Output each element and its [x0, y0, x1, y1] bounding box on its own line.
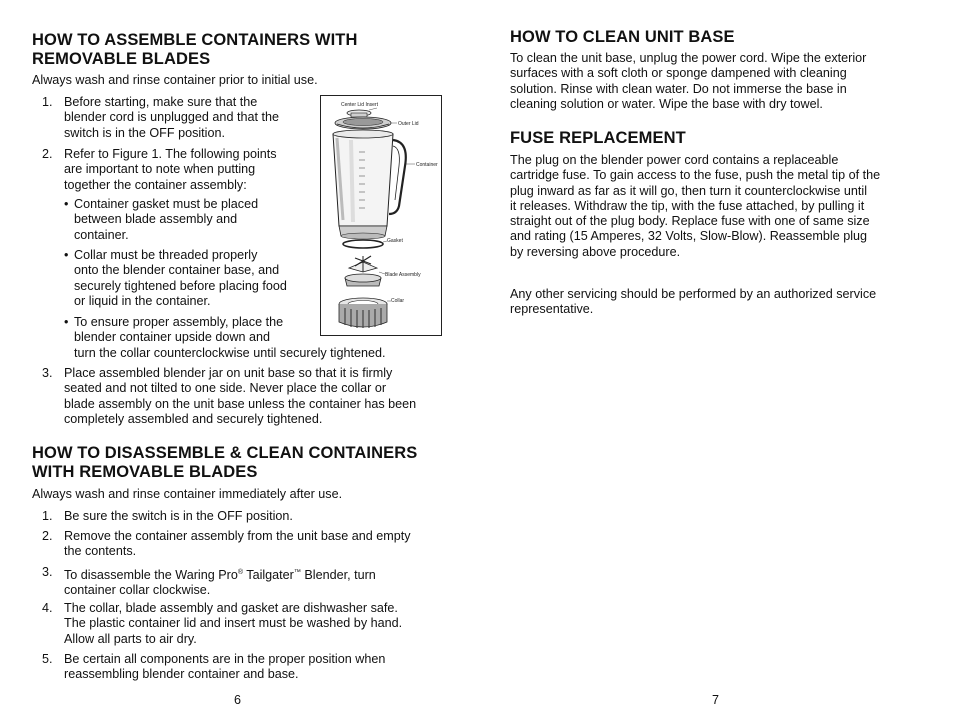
step-number: 2.: [42, 147, 53, 161]
line: reassembling blender container and base.: [64, 667, 299, 682]
label-gasket: Gasket: [387, 238, 403, 244]
line: and rating (15 Amperes, 32 Volts, Slow-Blow). Reassemble plug: [510, 229, 868, 244]
service-text: [510, 287, 930, 318]
line: Allow all parts to air dry.: [64, 631, 197, 646]
line: To ensure proper assembly, place the: [74, 315, 284, 329]
line: blade assembly on the unit base unless the container has been: [64, 396, 417, 411]
line: onto the blender container base, and: [74, 263, 280, 278]
bullet-dot: •: [64, 197, 69, 211]
line: Before starting, make sure that the: [64, 95, 258, 109]
step-text: [64, 529, 454, 560]
disassemble-heading-line2: WITH REMOVABLE BLADES: [32, 463, 258, 481]
line: blender container upside down and: [74, 330, 271, 345]
line: Place assembled blender jar on unit base so that it is firmly: [64, 366, 393, 380]
line: surfaces with a soft cloth or sponge dampened with cleaning: [510, 66, 847, 81]
label-blade-assembly: Blade Assembly: [385, 272, 421, 278]
outer-lid-drawing: [335, 117, 391, 129]
step-number: 1.: [42, 509, 53, 523]
fuse-text: [510, 153, 935, 260]
line: Remove the container assembly from the unit base and empty: [64, 529, 411, 543]
text-fragment: Tailgater: [243, 568, 294, 583]
line: switch is in the OFF position.: [64, 125, 225, 140]
trademark-mark: ™: [293, 569, 301, 576]
step-number: 1.: [42, 95, 53, 109]
step-text: [64, 509, 454, 524]
assemble-heading: [32, 31, 357, 69]
line: it releases. Withdraw the tip, with the fuse attached, by pulling it: [510, 198, 865, 213]
gasket-drawing: [343, 240, 383, 248]
page-number-right: 7: [712, 693, 720, 707]
line: between blade assembly and: [74, 212, 238, 227]
line: To clean the unit base, unplug the power cord. Wipe the exterior: [510, 51, 867, 65]
line: straight out of the plug body. Replace fuse with one of same size: [510, 214, 870, 229]
blade-assembly-drawing: [345, 256, 381, 286]
step-text: [64, 95, 314, 141]
line: Be certain all components are in the proper position when: [64, 652, 386, 666]
line: plug inward as far as it will go, then turn it counterclockwise until: [510, 183, 867, 198]
line: Refer to Figure 1. The following points: [64, 147, 277, 161]
step-number: 4.: [42, 601, 53, 615]
disassemble-heading-line1: HOW TO DISASSEMBLE & CLEAN CONTAINERS: [32, 444, 418, 462]
step-text: [64, 601, 454, 647]
clean-base-heading: HOW TO CLEAN UNIT BASE: [510, 28, 735, 46]
line: blender cord is unplugged and that the: [64, 110, 279, 125]
registered-mark: ®: [237, 569, 243, 576]
label-outer-lid: Outer Lid: [398, 121, 419, 127]
step-number: 2.: [42, 529, 53, 543]
container-drawing: [333, 130, 406, 239]
step-text: [64, 147, 314, 193]
clean-base-text: [510, 51, 930, 112]
line: The plug on the blender power cord contains a replaceable: [510, 153, 839, 167]
step-number: 3.: [42, 565, 53, 579]
line: Any other servicing should be performed by an authorized service: [510, 287, 877, 301]
assembly-figure: [320, 95, 442, 336]
bullet-dot: •: [64, 315, 69, 329]
label-center-lid-insert: Center Lid Insert: [341, 102, 378, 108]
disassemble-heading: [32, 444, 417, 482]
text-fragment: To disassemble the Waring Pro: [64, 568, 238, 583]
step-text: [64, 652, 454, 683]
page-number-left: 6: [234, 693, 242, 707]
assemble-heading-line2: REMOVABLE BLADES: [32, 50, 211, 68]
step-number: 5.: [42, 652, 53, 666]
assemble-intro: Always wash and rinse container prior to initial use.: [32, 73, 318, 87]
line: Be sure the switch is in the OFF position.: [64, 509, 293, 523]
right-page: [477, 0, 954, 726]
assemble-heading-line1: HOW TO ASSEMBLE CONTAINERS WITH: [32, 31, 358, 49]
line: together the container assembly:: [64, 177, 247, 192]
line: by reversing above procedure.: [510, 244, 681, 259]
line: Collar must be threaded properly: [74, 248, 258, 262]
step-number: 3.: [42, 366, 53, 380]
line: are important to note when putting: [64, 162, 256, 177]
line: The plastic container lid and insert must be washed by hand.: [64, 616, 403, 631]
line: The collar, blade assembly and gasket are dishwasher safe.: [64, 601, 398, 615]
bullet-text: [74, 197, 314, 243]
bullet-dot: •: [64, 248, 69, 262]
line: turn the collar counterclockwise until securely tightened.: [74, 345, 386, 360]
label-container: Container: [416, 162, 438, 168]
line: cartridge fuse. To gain access to the fuse, push the metal tip of the: [510, 168, 881, 183]
line: or liquid in the container.: [74, 293, 211, 308]
line: representative.: [510, 302, 594, 317]
blender-exploded-diagram: [321, 96, 441, 335]
line: seated and not tilted to one side. Never place the collar or: [64, 381, 387, 396]
step-text: [64, 565, 454, 599]
line: cleaning solution or water. Wipe the base with dry towel.: [510, 96, 823, 111]
bullet-text: [74, 248, 314, 309]
line: solution. Rinse with clean water. Do not immerse the base in: [510, 81, 847, 96]
center-lid-insert-drawing: [347, 110, 371, 117]
collar-drawing: [339, 298, 387, 328]
line: the contents.: [64, 544, 137, 559]
line: completely assembled and securely tightened.: [64, 411, 323, 426]
line: Container gasket must be placed: [74, 197, 259, 211]
disassemble-intro: Always wash and rinse container immediately after use.: [32, 487, 343, 501]
text-fragment: Blender, turn: [300, 568, 376, 583]
fuse-heading: FUSE REPLACEMENT: [510, 129, 686, 147]
line: container.: [74, 227, 129, 242]
line: container collar clockwise.: [64, 583, 211, 598]
label-collar: Collar: [391, 298, 405, 304]
line: securely tightened before placing food: [74, 278, 287, 293]
step-text: [64, 366, 454, 427]
